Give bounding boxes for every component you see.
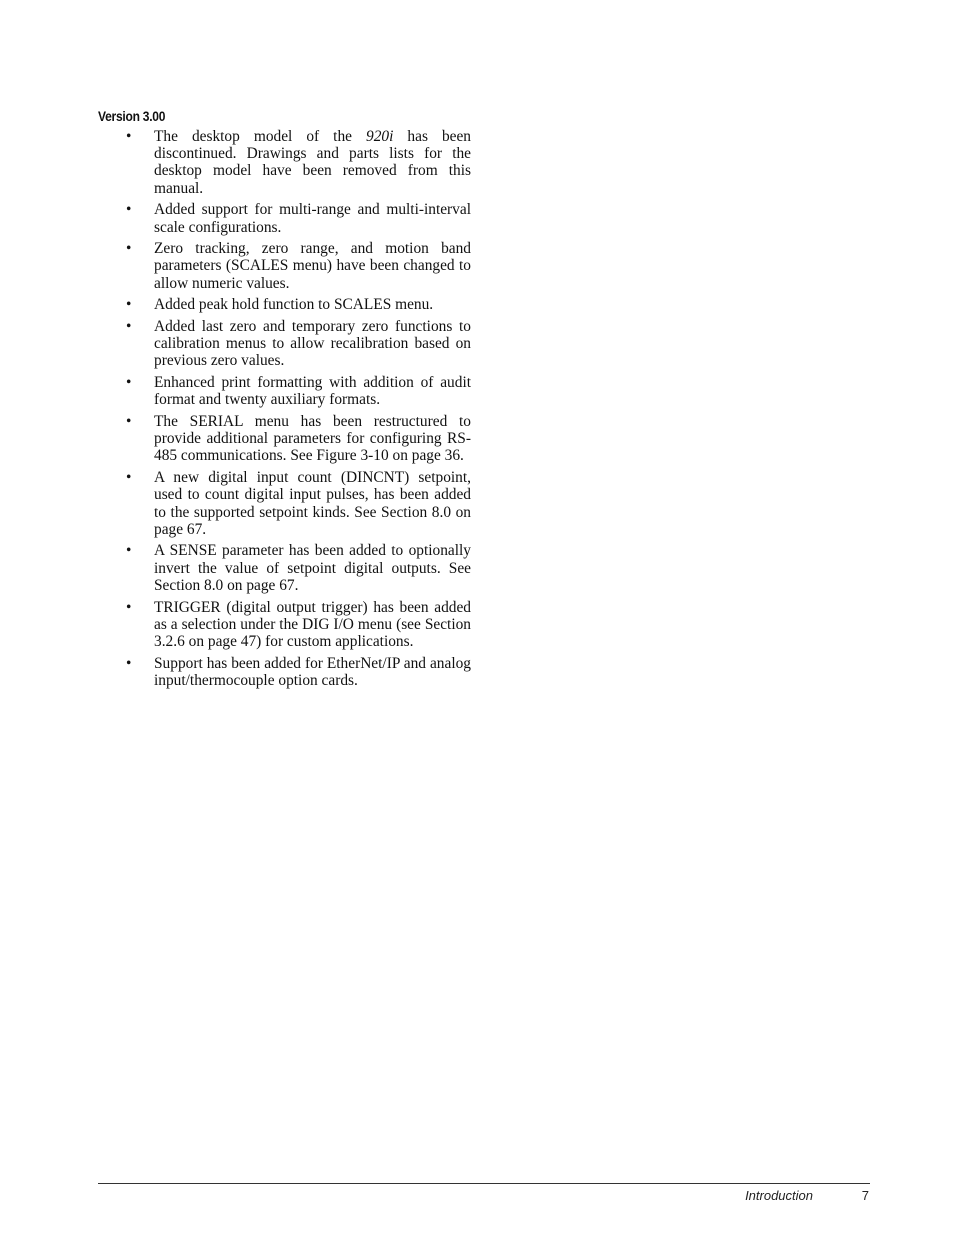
revision-list	[126, 128, 471, 694]
bullet-icon: •	[126, 240, 132, 258]
list-item	[126, 201, 471, 235]
model-name: 920i	[366, 128, 394, 145]
bullet-icon: •	[126, 296, 132, 314]
list-item-text: A SENSE parameter has been added to optionally invert the value of setpoint digital outputs. See Section 8.0 on page 67.	[154, 542, 471, 594]
bullet-icon: •	[126, 598, 132, 616]
list-item	[126, 469, 471, 538]
list-item-text: TRIGGER (digital output trigger) has been added as a selection under the DIG I/O menu (see Section 3.2.6 on page 47) for custom applications.	[154, 598, 471, 650]
bullet-icon: •	[126, 374, 132, 392]
list-item	[126, 318, 471, 370]
bullet-icon: •	[126, 469, 132, 487]
bullet-icon: •	[126, 128, 132, 145]
footer-divider	[98, 1183, 870, 1184]
list-item	[126, 413, 471, 465]
bullet-icon: •	[126, 201, 132, 219]
list-item-text: The desktop model of the 920i has been discontinued. Drawings and parts lists for the desktop model have been removed from this manual.	[154, 128, 472, 197]
list-item-text: Added peak hold function to SCALES menu.	[154, 296, 434, 314]
list-item-text: Added last zero and temporary zero functions to calibration menus to allow recalibration based on previous zero values.	[154, 318, 471, 370]
footer-page-number: 7	[861, 1188, 869, 1203]
list-item	[126, 542, 471, 594]
list-item	[126, 296, 471, 313]
list-item-text: Enhanced print formatting with addition of audit format and twenty auxiliary formats.	[154, 374, 471, 409]
list-item-text: The SERIAL menu has been restructured to provide additional parameters for configuring RS-485 communications. See Figure 3-10 on page 36.	[154, 413, 471, 465]
bullet-icon: •	[126, 654, 132, 672]
footer-section-name: Introduction	[745, 1188, 813, 1203]
list-item	[126, 374, 471, 408]
list-item-text: A new digital input count (DINCNT) setpoint, used to count digital input pulses, has been added to the supported setpoint kinds. See Section 8.0 on page 67.	[154, 469, 471, 538]
list-item	[126, 599, 471, 651]
list-item	[126, 128, 471, 197]
list-item	[126, 655, 471, 689]
list-item	[126, 240, 471, 292]
list-item-text: Support has been added for EtherNet/IP and analog input/thermocouple option cards.	[154, 654, 471, 689]
list-item-text: Added support for multi-range and multi-interval scale configurations.	[154, 201, 471, 236]
bullet-icon: •	[126, 413, 132, 431]
section-heading: Version 3.00	[98, 108, 166, 124]
bullet-icon: •	[126, 318, 132, 336]
list-item-text: Zero tracking, zero range, and motion band parameters (SCALES menu) have been changed to allow numeric values.	[154, 240, 471, 292]
bullet-icon: •	[126, 542, 132, 560]
